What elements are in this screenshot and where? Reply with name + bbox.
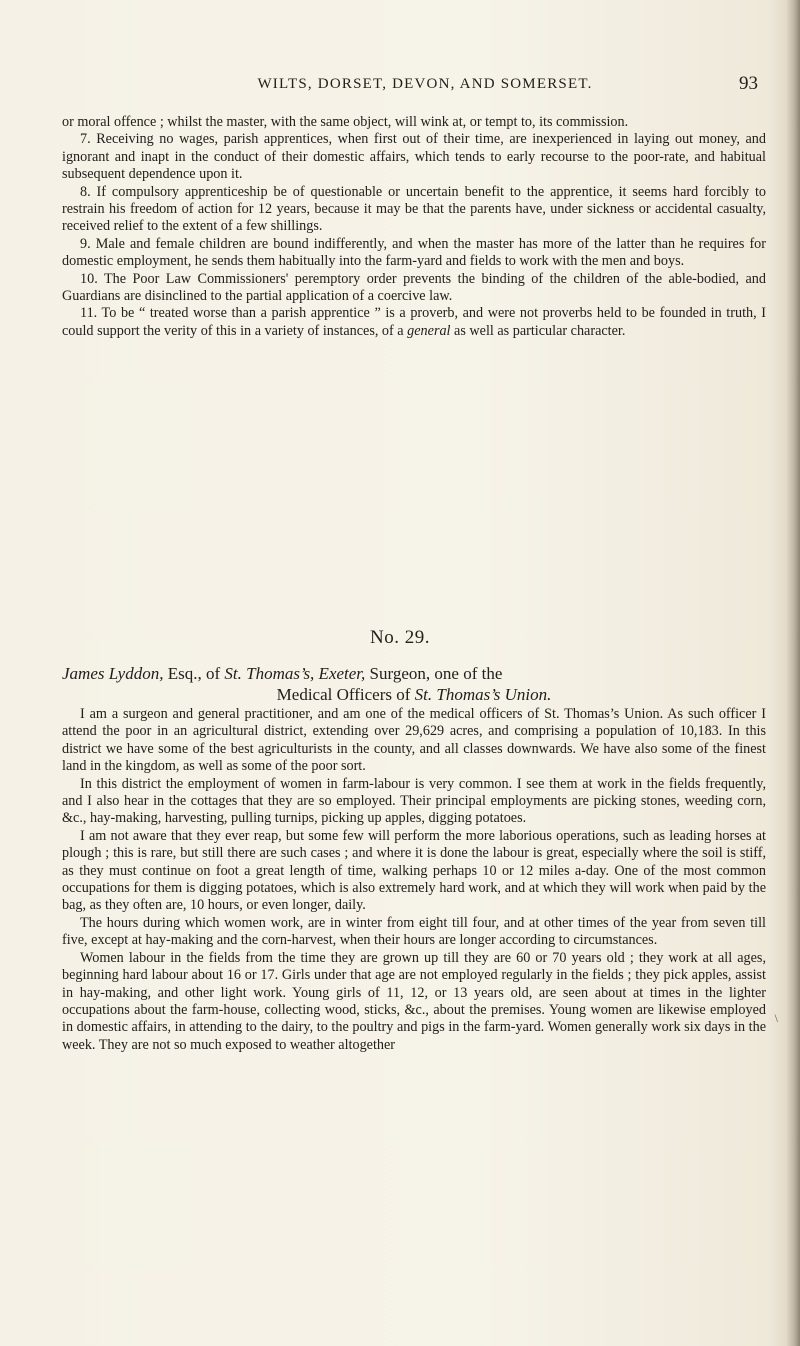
witness-name: James Lyddon, (62, 664, 164, 683)
witness-intro-text-1: Esq., of (163, 664, 225, 683)
paragraph-continuation: or moral offence ; whilst the master, with the same object, will wink at, or tempt to, its commission. (62, 114, 629, 130)
testimony-paragraph-4: The hours during which women work, are in winter from eight till four, and at other times of the year from seven till five, except at hay-making and the corn-harvest, when their hours are longer according to circumstances. (62, 914, 766, 949)
page-number: 93 (739, 73, 758, 94)
witness-intro-text-3: Medical Officers of (276, 685, 415, 704)
section-testimony (62, 706, 766, 1054)
paragraph-item-11 (62, 305, 766, 340)
paragraph-item-9: 9. Male and female children are bound indifferently, and when the master has more of the latter than he requires for domestic employment, he sends them habitually into the farm-yard and fields to work with the men and boys. (62, 235, 766, 270)
paragraph-item-10: 10. The Poor Law Commissioners' peremptory order prevents the binding of the children of the able-bodied, and Guardians are disinclined to the partial application of a coercive law. (62, 270, 766, 305)
page-edge-shadow (786, 0, 800, 1346)
paragraph-item-7: 7. Receiving no wages, parish apprentices, when first out of their time, are inexperienced in laying out money, and ignorant and inapt in the conduct of their domestic affairs, which tends to early recourse to the poor-rate, and habitual subsequent dependence upon it. (62, 131, 766, 183)
page-header (0, 73, 800, 100)
witness-union: St. Thomas’s Union. (414, 685, 552, 704)
witness-intro (62, 663, 766, 705)
paragraph-item-11-text-b: as well as particular character. (450, 322, 626, 339)
section-numbered-list (62, 114, 766, 340)
margin-mark: \ (774, 1011, 778, 1025)
paragraph-item-11-text-a: 11. To be “ treated worse than a parish apprentice ” is a proverb, and were not proverbs held to be founded in truth, I could support the verity of this in a variety of instances, of a (62, 305, 766, 339)
emphasis-general: general (407, 322, 451, 339)
testimony-paragraph-3: I am not aware that they ever reap, but some few will perform the more laborious operations, such as leading horses at plough ; this is rare, but still there are such cases ; and where it is done the labour is great, especially where the soil is stiff, as they must continue on foot a great length of time, walking perhaps 10 or 12 miles a-day. One of the most common occupations for them is digging potatoes, which is also extremely hard work, and at which they will work when paid by the bag, as they often are, 10 hours, or even longer, daily. (62, 827, 766, 914)
testimony-paragraph-2: In this district the employment of women in farm-labour is very common. I see them at work in the fields frequently, and I also hear in the cottages that they are so employed. Their principal employments are picking stones, weeding corn, &c., hay-making, harvesting, pulling turnips, picking up apples, digging potatoes. (62, 775, 766, 827)
witness-intro-line-2 (62, 684, 766, 705)
section-heading: No. 29. (370, 627, 430, 648)
witness-intro-text-2: Surgeon, one of the (365, 664, 503, 683)
testimony-paragraph-1: I am a surgeon and general practitioner, and am one of the medical officers of St. Thomas’s Union. As such officer I attend the poor in an agricultural district, extending over 29,629 acres, and comprising a population of 10,183. In this district we have some of the best agriculturists in the county, and all classes downwards. We have also some of the finest land in the kingdom, as well as some of the poor sort. (62, 706, 766, 775)
witness-place: St. Thomas’s, Exeter, (224, 664, 366, 683)
paragraph-item-8: 8. If compulsory apprenticeship be of questionable or uncertain benefit to the apprentice, it seems hard forcibly to restrain his freedom of action for 12 years, because it may be that the parents have, under sickness or accidental casualty, received relief to the extent of a few shillings. (62, 183, 766, 235)
witness-intro-line-1 (62, 664, 502, 683)
testimony-paragraph-5: Women labour in the fields from the time they are grown up till they are 60 or 70 years old ; they work at all ages, beginning hard labour about 16 or 17. Girls under that age are not employed regularly in the fields ; they pick apples, assist in hay-making, and other light work. Young girls of 11, 12, or 13 years old, are seen about at times in the lighter occupations about the farm-house, collecting wood, sticks, &c., about the premises. Young women are likewise employed in domestic affairs, in attending to the dairy, to the poultry and pigs in the farm-yard. Women generally work six days in the week. They are not so much exposed to weather altogether (62, 949, 766, 1053)
running-title: WILTS, DORSET, DEVON, AND SOMERSET. (257, 76, 593, 92)
